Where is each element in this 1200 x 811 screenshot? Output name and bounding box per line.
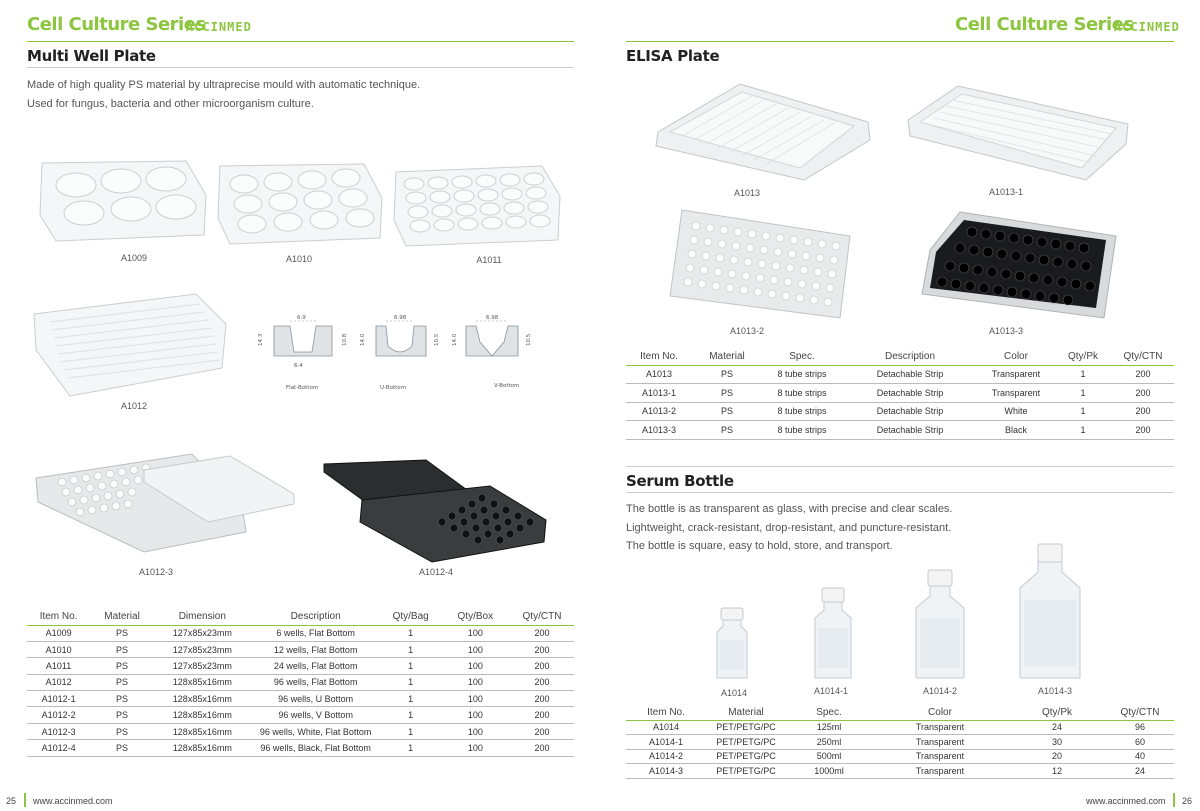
- table-cell: A1014-3: [626, 764, 706, 779]
- multiwell-desc-line1: Made of high quality PS material by ultraprecise mould with automatic technique.: [27, 79, 421, 91]
- table-cell: PS: [90, 641, 154, 657]
- elisa-spec-table: [626, 348, 1174, 440]
- table-cell: 128x85x16mm: [154, 723, 251, 739]
- serum-description: [626, 500, 953, 556]
- table-cell: 200: [1112, 402, 1174, 421]
- table-cell: 1: [381, 723, 441, 739]
- col-color: Color: [928, 706, 952, 718]
- table-cell: 1: [1054, 402, 1112, 421]
- left-brand-logo: ACCINMED: [186, 20, 252, 34]
- col-material: Material: [709, 350, 745, 362]
- elisa-plate-white-image: [666, 206, 858, 324]
- table-cell: 200: [510, 691, 574, 707]
- dim-6-9: 6.9: [297, 315, 306, 321]
- table-cell: 1: [381, 674, 441, 690]
- table-cell: Detachable Strip: [842, 402, 978, 421]
- table-cell: PS: [90, 707, 154, 723]
- table-cell: 200: [510, 658, 574, 674]
- plate-24well-image: [392, 162, 564, 250]
- table-row: [626, 720, 1174, 735]
- table-row: [626, 735, 1174, 750]
- left-series-title: Cell Culture Series: [27, 14, 206, 35]
- table-cell: Transparent: [978, 384, 1054, 403]
- table-header-row: [626, 705, 1174, 720]
- table-cell: 100: [441, 625, 510, 641]
- right-header-rule: [626, 41, 1174, 42]
- caption-a1013: A1013: [733, 188, 761, 198]
- dim-6-98-u: 6.98: [394, 315, 407, 321]
- table-cell: 96 wells, U Bottom: [251, 691, 381, 707]
- table-cell: A1012-4: [27, 740, 90, 756]
- multiwell-title-rule: [27, 67, 574, 68]
- table-cell: 96: [1106, 720, 1174, 735]
- col-qty-ctn: Qty/CTN: [1123, 350, 1163, 362]
- serum-top-rule: [626, 466, 1174, 467]
- table-cell: 1: [1054, 384, 1112, 403]
- table-cell: 20: [1008, 749, 1106, 764]
- multiwell-table-body: [27, 625, 574, 756]
- col-dimension: Dimension: [178, 610, 226, 622]
- table-cell: 200: [1112, 384, 1174, 403]
- table-cell: 40: [1106, 749, 1174, 764]
- caption-a1014-3: A1014-3: [1037, 686, 1073, 696]
- serum-section-title: Serum Bottle: [626, 472, 734, 490]
- table-cell: 200: [510, 674, 574, 690]
- table-cell: Transparent: [872, 764, 1008, 779]
- caption-a1013-2: A1013-2: [729, 326, 765, 336]
- caption-a1014: A1014: [720, 688, 748, 698]
- plate-black-96well-image: [322, 458, 560, 564]
- table-cell: 200: [510, 707, 574, 723]
- col-spec: Spec.: [789, 350, 815, 362]
- table-cell: 250ml: [786, 735, 872, 750]
- table-cell: PS: [90, 691, 154, 707]
- elisa-plate-black-image: [920, 210, 1120, 322]
- table-cell: 1: [381, 707, 441, 723]
- table-cell: PS: [90, 658, 154, 674]
- bottle-500ml-image: [912, 568, 968, 680]
- dim-10-5-v: 10.5: [526, 333, 532, 346]
- table-cell: PS: [692, 365, 762, 384]
- table-cell: PS: [692, 384, 762, 403]
- table-cell: A1010: [27, 641, 90, 657]
- table-cell: PET/PETG/PC: [706, 720, 786, 735]
- table-cell: 200: [510, 740, 574, 756]
- left-page-number: 25: [6, 796, 17, 806]
- serum-title-rule: [626, 492, 1174, 493]
- dim-14-0-u: 14.0: [360, 333, 366, 346]
- table-cell: A1014-2: [626, 749, 706, 764]
- table-cell: 200: [510, 625, 574, 641]
- table-row: [626, 365, 1174, 384]
- table-cell: 200: [1112, 421, 1174, 440]
- table-row: [27, 707, 574, 723]
- table-cell: A1009: [27, 625, 90, 641]
- elisa-plate-clear-image: [654, 80, 876, 184]
- table-cell: 100: [441, 740, 510, 756]
- dim-14-0-v: 14.0: [452, 333, 458, 346]
- right-footer-url: www.accinmed.com: [1086, 796, 1166, 806]
- table-cell: 125ml: [786, 720, 872, 735]
- table-cell: A1012-1: [27, 691, 90, 707]
- table-cell: 100: [441, 723, 510, 739]
- table-cell: A1012-3: [27, 723, 90, 739]
- table-cell: 200: [510, 641, 574, 657]
- multiwell-section-title: Multi Well Plate: [27, 47, 156, 65]
- caption-a1012-3: A1012-3: [138, 567, 174, 577]
- table-cell: Transparent: [872, 735, 1008, 750]
- table-cell: 8 tube strips: [762, 421, 842, 440]
- serum-desc-line2: Lightweight, crack-resistant, drop-resistant, and puncture-resistant.: [626, 521, 952, 534]
- table-cell: A1013: [626, 365, 692, 384]
- plate-white-96well-image: [32, 448, 298, 558]
- elisa-plate-clear-strip-image: [906, 84, 1132, 184]
- col-item-no: Item No.: [640, 350, 678, 362]
- table-cell: PS: [692, 421, 762, 440]
- table-cell: A1011: [27, 658, 90, 674]
- col-material: Material: [104, 610, 140, 622]
- label-v-bottom: V-Bottom: [494, 383, 520, 389]
- table-row: [27, 740, 574, 756]
- multiwell-desc-line2: Used for fungus, bacteria and other microorganism culture.: [27, 97, 314, 110]
- right-footer-bar: [1173, 793, 1175, 807]
- table-cell: 500ml: [786, 749, 872, 764]
- table-cell: A1013-1: [626, 384, 692, 403]
- caption-a1014-1: A1014-1: [813, 686, 849, 696]
- table-cell: 1: [1054, 421, 1112, 440]
- table-cell: 1: [381, 740, 441, 756]
- col-qty-bag: Qty/Bag: [392, 610, 429, 622]
- table-cell: PET/PETG/PC: [706, 749, 786, 764]
- dim-10-5-u: 10.5: [434, 333, 440, 346]
- serum-table-body: [626, 720, 1174, 778]
- table-cell: A1014-1: [626, 735, 706, 750]
- caption-a1012: A1012: [120, 401, 148, 411]
- table-row: [626, 384, 1174, 403]
- right-page-number: 26: [1182, 796, 1193, 806]
- table-cell: Transparent: [872, 720, 1008, 735]
- table-cell: 100: [441, 707, 510, 723]
- left-footer-url: www.accinmed.com: [33, 796, 113, 806]
- bottle-250ml-image: [810, 586, 856, 680]
- table-cell: PET/PETG/PC: [706, 764, 786, 779]
- table-cell: A1012: [27, 674, 90, 690]
- left-header-rule: [27, 41, 574, 42]
- table-cell: 30: [1008, 735, 1106, 750]
- dim-6-98-v: 6.98: [486, 315, 499, 321]
- table-cell: 200: [510, 723, 574, 739]
- table-cell: PS: [90, 723, 154, 739]
- col-item-no: Item No.: [39, 610, 78, 622]
- col-material: Material: [728, 706, 764, 718]
- table-cell: 24 wells, Flat Bottom: [251, 658, 381, 674]
- table-cell: 24: [1008, 720, 1106, 735]
- label-flat-bottom: Flat-Bottom: [286, 385, 319, 391]
- table-row: [27, 674, 574, 690]
- col-qty-pk: Qty/Pk: [1041, 706, 1072, 718]
- table-cell: Detachable Strip: [842, 365, 978, 384]
- table-cell: 12 wells, Flat Bottom: [251, 641, 381, 657]
- table-cell: 127x85x23mm: [154, 641, 251, 657]
- dim-6-4: 6.4: [294, 363, 303, 369]
- table-cell: Black: [978, 421, 1054, 440]
- table-row: [626, 402, 1174, 421]
- table-cell: 1: [381, 641, 441, 657]
- multiwell-description: [27, 76, 420, 113]
- table-cell: 96 wells, Black, Flat Bottom: [251, 740, 381, 756]
- caption-a1011: A1011: [476, 255, 502, 265]
- table-cell: 8 tube strips: [762, 384, 842, 403]
- table-cell: Detachable Strip: [842, 421, 978, 440]
- caption-a1009: A1009: [120, 253, 148, 263]
- table-cell: Transparent: [872, 749, 1008, 764]
- table-row: [27, 641, 574, 657]
- table-cell: 8 tube strips: [762, 365, 842, 384]
- table-cell: Transparent: [978, 365, 1054, 384]
- table-row: [27, 658, 574, 674]
- right-brand-logo: ACCINMED: [1114, 20, 1180, 34]
- table-cell: 8 tube strips: [762, 402, 842, 421]
- well-bottom-diagram: [254, 312, 554, 394]
- col-qty-box: Qty/Box: [457, 610, 494, 622]
- left-footer-bar: [24, 793, 26, 807]
- label-u-bottom: U-Bottom: [380, 385, 406, 391]
- table-cell: 1: [381, 658, 441, 674]
- serum-desc-line1: The bottle is as transparent as glass, with precise and clear scales.: [626, 503, 953, 515]
- caption-a1014-2: A1014-2: [922, 686, 958, 696]
- table-cell: 1: [381, 691, 441, 707]
- table-header-row: [27, 608, 574, 625]
- table-cell: A1012-2: [27, 707, 90, 723]
- table-cell: 128x85x16mm: [154, 674, 251, 690]
- table-row: [626, 421, 1174, 440]
- table-cell: PS: [692, 402, 762, 421]
- table-row: [626, 749, 1174, 764]
- right-series-title: Cell Culture Series: [955, 14, 1134, 35]
- table-cell: 24: [1106, 764, 1174, 779]
- table-cell: 100: [441, 658, 510, 674]
- caption-a1012-4: A1012-4: [418, 567, 454, 577]
- table-cell: 100: [441, 641, 510, 657]
- table-cell: 12: [1008, 764, 1106, 779]
- table-cell: 96 wells, White, Flat Bottom: [251, 723, 381, 739]
- table-cell: 6 wells, Flat Bottom: [251, 625, 381, 641]
- table-cell: PS: [90, 674, 154, 690]
- table-cell: White: [978, 402, 1054, 421]
- col-qty-ctn: Qty/CTN: [522, 610, 562, 622]
- table-header-row: [626, 348, 1174, 365]
- table-cell: 1000ml: [786, 764, 872, 779]
- elisa-table-body: [626, 365, 1174, 439]
- table-cell: A1014: [626, 720, 706, 735]
- table-row: [27, 723, 574, 739]
- table-cell: A1013-2: [626, 402, 692, 421]
- table-cell: PS: [90, 740, 154, 756]
- col-qty-ctn: Qty/CTN: [1120, 706, 1160, 718]
- elisa-section-title: ELISA Plate: [626, 47, 720, 65]
- table-cell: 128x85x16mm: [154, 691, 251, 707]
- table-row: [27, 691, 574, 707]
- caption-a1013-1: A1013-1: [988, 187, 1024, 197]
- table-cell: 200: [1112, 365, 1174, 384]
- col-qty-pk: Qty/Pk: [1067, 350, 1098, 362]
- plate-6well-image: [36, 155, 211, 245]
- dim-10-8: 10.8: [342, 333, 348, 346]
- table-cell: 1: [381, 625, 441, 641]
- caption-a1013-3: A1013-3: [988, 326, 1024, 336]
- serum-spec-table: [626, 705, 1174, 779]
- multiwell-spec-table: [27, 608, 574, 757]
- plate-12well-image: [214, 160, 386, 248]
- table-cell: A1013-3: [626, 421, 692, 440]
- table-cell: 128x85x16mm: [154, 740, 251, 756]
- table-cell: PS: [90, 625, 154, 641]
- table-cell: 100: [441, 691, 510, 707]
- col-description: Description: [290, 610, 341, 622]
- table-cell: 127x85x23mm: [154, 658, 251, 674]
- table-cell: 128x85x16mm: [154, 707, 251, 723]
- serum-desc-line3: The bottle is square, easy to hold, store, and transport.: [626, 540, 893, 552]
- table-row: [626, 764, 1174, 779]
- table-row: [27, 625, 574, 641]
- table-cell: 60: [1106, 735, 1174, 750]
- table-cell: 1: [1054, 365, 1112, 384]
- bottle-1000ml-image: [1016, 542, 1084, 682]
- table-cell: 96 wells, V Bottom: [251, 707, 381, 723]
- col-item-no: Item No.: [647, 706, 685, 718]
- caption-a1010: A1010: [285, 254, 313, 264]
- bottle-125ml-image: [712, 606, 752, 680]
- dim-14-3: 14.3: [258, 333, 264, 346]
- table-cell: 96 wells, Flat Bottom: [251, 674, 381, 690]
- table-cell: 100: [441, 674, 510, 690]
- col-description: Description: [884, 350, 936, 362]
- col-spec: Spec.: [816, 706, 842, 718]
- table-cell: Detachable Strip: [842, 384, 978, 403]
- col-color: Color: [1004, 350, 1028, 362]
- table-cell: PET/PETG/PC: [706, 735, 786, 750]
- table-cell: 127x85x23mm: [154, 625, 251, 641]
- plate-96well-image: [30, 290, 230, 400]
